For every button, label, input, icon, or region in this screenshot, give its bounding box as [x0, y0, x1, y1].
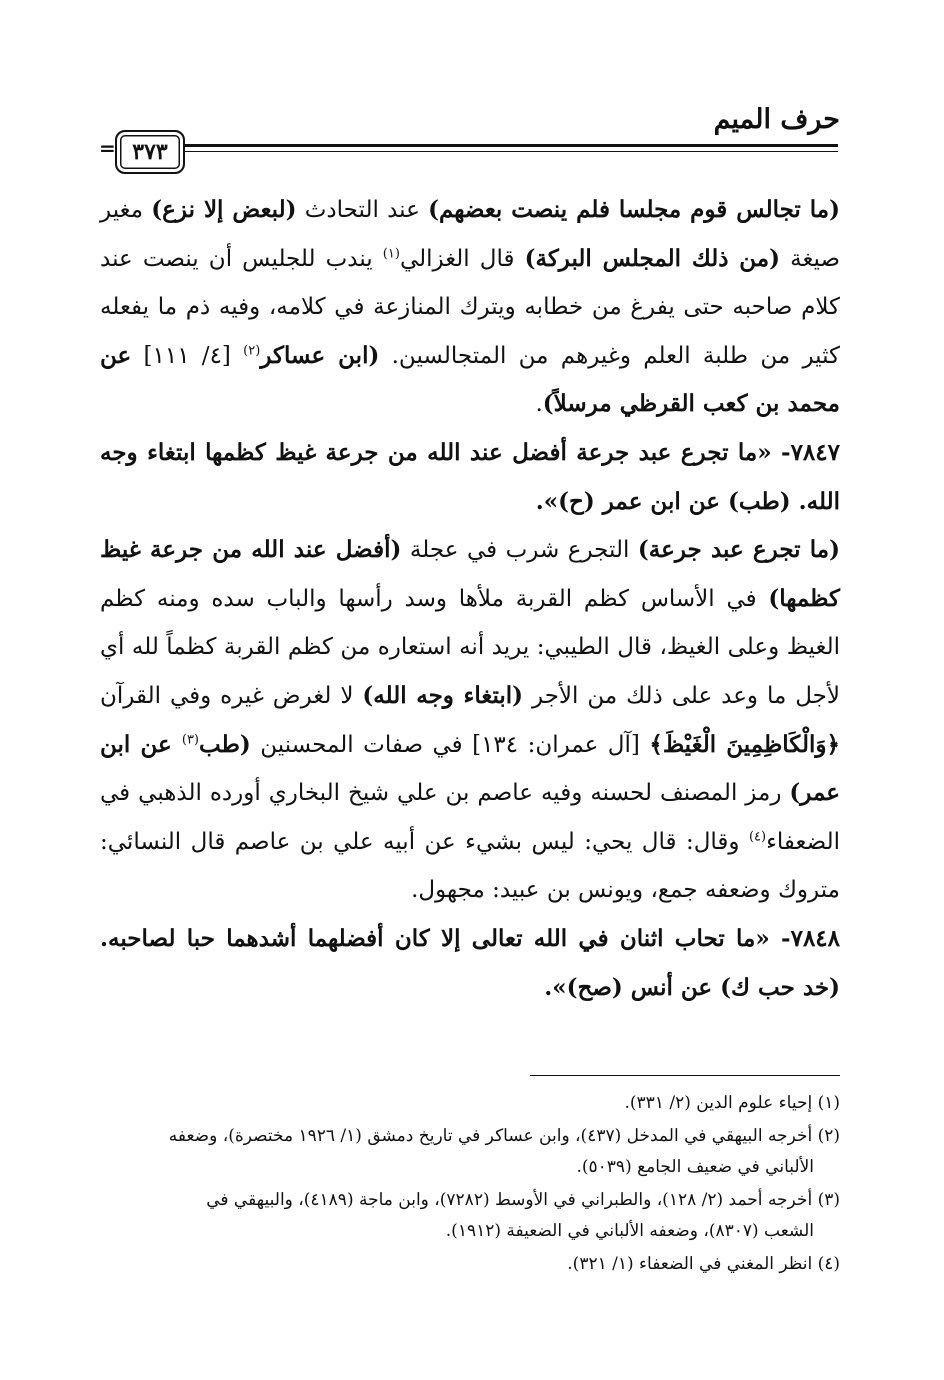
- commentary-paragraph-1: [100, 186, 840, 429]
- hadith-end: .: [535, 487, 544, 515]
- commentary-text: .: [535, 391, 543, 418]
- commentary-text: رمز المصنف لحسنه وفيه عاصم بن علي شيخ البخاري أورده الذهبي في الضعفاء: [100, 780, 840, 855]
- commentary-text: قال الغزالي: [399, 245, 525, 272]
- commentary-text: عند التحادث: [296, 197, 429, 223]
- page-number: ٣٧٣: [115, 130, 185, 174]
- quoted-text: (ابتغاء وجه الله): [362, 681, 524, 709]
- quoted-text: (لبعض إلا نزع): [151, 196, 297, 223]
- footnote-ref: (٤): [748, 829, 767, 845]
- hadith-7847: [100, 429, 840, 526]
- quoted-text: (طب: [199, 730, 251, 758]
- volume-reference: [٤/ ١١١]: [131, 342, 244, 369]
- commentary-text: [آل عمران: ١٣٤] في صفات المحسنين: [250, 731, 650, 758]
- footnote-2-line-1: (٢) أخرجه البيهقي في المدخل (٤٣٧)، وابن عساكر في تاريخ دمشق (١/ ١٩٢٦ مختصرة)، وضعفه: [168, 1126, 840, 1146]
- footnote-ref: (١): [382, 245, 400, 261]
- footnote-separator: [530, 1075, 840, 1076]
- quoted-text: عن محمد بن كعب القرظي مرسلاً): [100, 341, 840, 418]
- footnote-ref: (٢): [243, 343, 261, 359]
- hadith-number: ٧٨٤٧-: [771, 438, 840, 466]
- quoted-text: (ما تجالس قوم مجلسا فلم ينصت بعضهم): [428, 196, 840, 223]
- footnote-ref: (٣): [181, 731, 199, 747]
- commentary-paragraph-2: [100, 526, 840, 915]
- header-rule-thick: [180, 144, 838, 147]
- quoted-text: (ابن عساكر: [260, 341, 380, 369]
- main-text: [100, 186, 840, 1012]
- commentary-text: وقال: قال يحي: ليس بشيء عن أبيه علي بن عاصم قال النسائي: متروك وضعفه جمع، ويونس بن عبيد: مجهول.: [100, 828, 840, 904]
- hadith-text: «ما تحاب اثنان في الله تعالى إلا كان أفضلهما أشدهما حبا لصاحبه. (خد حب ك) عن أنس (صح)»: [100, 924, 840, 1001]
- hadith-end: .: [544, 973, 553, 1001]
- commentary-text: مغير صيغة: [100, 197, 841, 272]
- hadith-number: ٧٨٤٨-: [769, 924, 841, 952]
- footnote-2: [100, 1121, 840, 1183]
- commentary-text: يندب للجليس أن ينصت عند كلام صاحبه حتى يفرغ من خطابه ويترك المنازعة في كلامه، وفيه ذم ما يفعله كثير من طلبة العلم وغيرهم من المتجالسين.: [100, 245, 840, 369]
- header-rule: [180, 144, 838, 160]
- footnote-3: [100, 1185, 840, 1247]
- footnote-3-line-1: (٣) أخرجه أحمد (٢/ ١٢٨)، والطبراني في الأوسط (٧٢٨٢)، وابن ماجة (٤١٨٩)، والبيهقي في: [206, 1190, 840, 1210]
- quran-verse: ﴿وَالْكَاظِمِينَ الْغَيْظَ﴾: [649, 730, 840, 758]
- quoted-text: (من ذلك المجلس البركة): [524, 244, 781, 272]
- quoted-text: (ما تجرع عبد جرعة): [637, 536, 840, 564]
- quoted-text: (أفضل عند الله من جرعة غيظ كظمها): [100, 536, 840, 612]
- header-ornament: =: [99, 136, 116, 160]
- commentary-text: لا لغرض غيره وفي القرآن: [100, 682, 363, 709]
- hadith-7848: [100, 915, 840, 1012]
- header-rule-thin: [180, 151, 838, 152]
- chapter-title: حرف الميم: [713, 104, 840, 135]
- commentary-text: في الأساس كظم القربة ملأها وسد رأسها والباب سده ومنه كظم الغيظ وعلى الغيظ، قال الطيبي: يريد أنه استعاره من كظم القربة كظماً لله أي لأجل ما وعد على ذلك من الأجر: [100, 585, 840, 709]
- footnote-3-line-2: الشعب (٨٣٠٧)، وضعفه الألباني في الضعيفة (١٩١٢).: [445, 1221, 814, 1241]
- footnote-4: (٤) انظر المغني في الضعفاء (١/ ٣٢١).: [567, 1254, 840, 1274]
- footnote-2-line-2: الألباني في ضعيف الجامع (٥٠٣٩).: [576, 1157, 814, 1177]
- quoted-text: عن ابن عمر): [100, 730, 840, 807]
- hadith-text: «ما تجرع عبد جرعة أفضل عند الله من جرعة غيظ كظمها ابتغاء وجه الله. (طب) عن ابن عمر (ح)»: [100, 438, 840, 515]
- footnote-1: (١) إحياء علوم الدين (٢/ ٣٣١).: [624, 1093, 840, 1113]
- commentary-text: التجرع شرب في عجلة: [401, 537, 638, 564]
- footnotes: [100, 1088, 840, 1282]
